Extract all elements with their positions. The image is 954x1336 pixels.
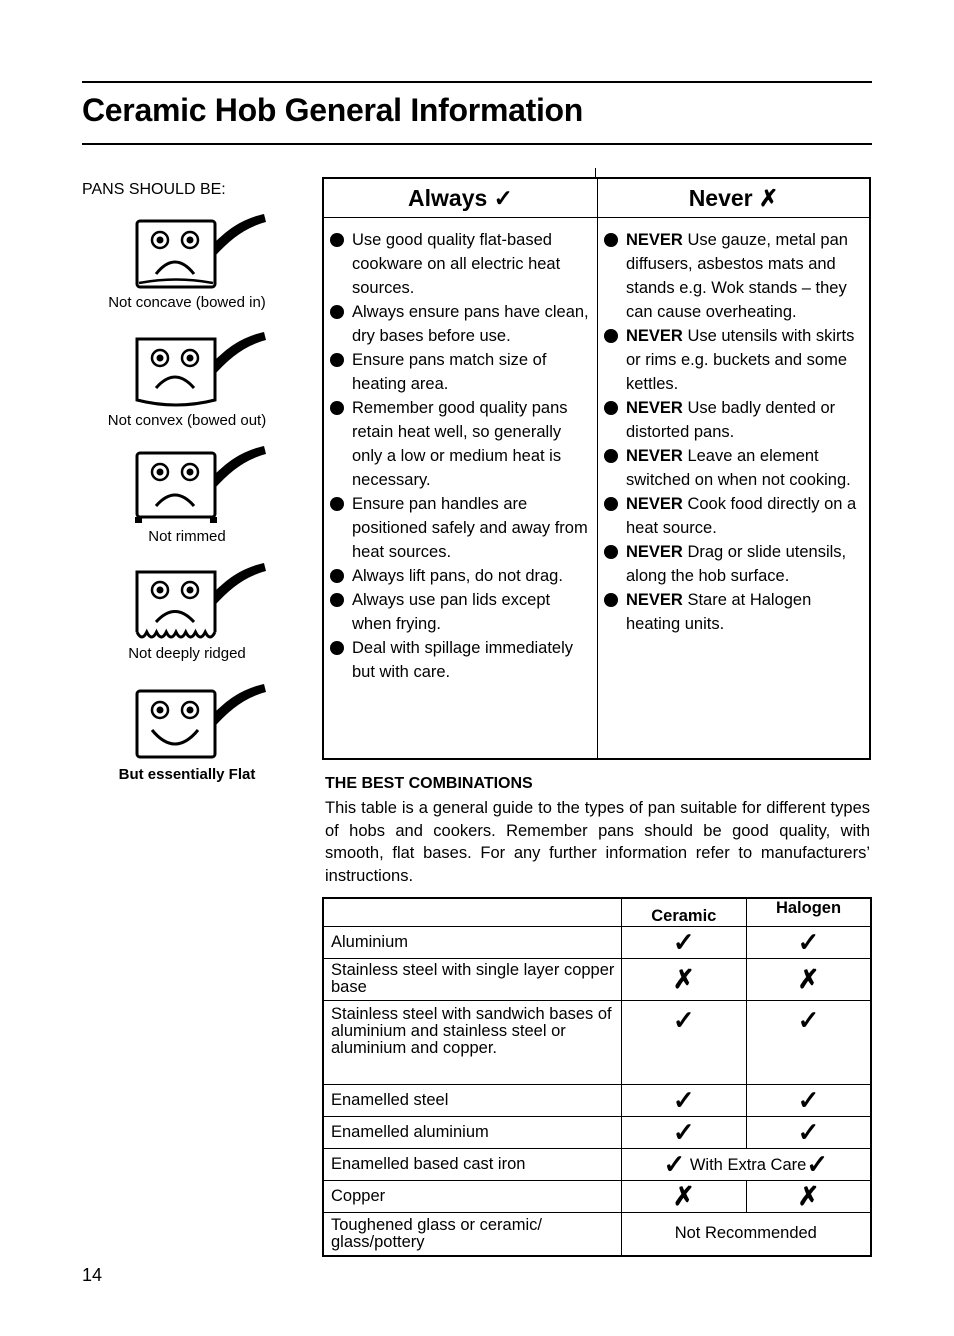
extra-care-text: With Extra Care (689, 1155, 807, 1174)
table-row (323, 1148, 871, 1180)
pan-caption: Not rimmed (148, 528, 226, 545)
pan-caption: Not concave (bowed in) (108, 294, 266, 311)
row-label: Enamelled based cast iron (323, 1148, 621, 1180)
header-ceramic: Ceramic (621, 898, 746, 926)
flat-pan-icon (134, 680, 269, 762)
list-item: NEVER Use gauze, metal pan diffusers, asbestos mats and stands e.g. Wok stands – they can cause overheating. (604, 228, 863, 324)
list-item: Remember good quality pans retain heat well, so generally only a low or medium heat is necessary. (330, 396, 591, 492)
bullet-icon (330, 401, 344, 415)
ceramic-value: ✗ (621, 1180, 746, 1212)
bullet-icon (330, 353, 344, 367)
halogen-value: ✗ (747, 958, 871, 1000)
ceramic-value: ✗ (621, 958, 746, 1000)
pan-caption: Not deeply ridged (128, 645, 246, 662)
row-label: Toughened glass or ceramic/ glass/pottery (323, 1212, 621, 1256)
page-title: Ceramic Hob General Information (82, 92, 584, 128)
halogen-value: ✓ (747, 1000, 871, 1084)
table-row (323, 1000, 871, 1084)
list-item: Ensure pan handles are positioned safely and away from heat sources. (330, 492, 591, 564)
never-heading: Never ✗ (598, 179, 869, 218)
bullet-icon (604, 449, 618, 463)
bullet-icon (604, 545, 618, 559)
rimmed-pan-icon (134, 444, 269, 526)
convex-pan-icon (134, 328, 269, 410)
table-row (323, 1116, 871, 1148)
ceramic-value: ✓ (621, 1000, 746, 1084)
ceramic-value: ✓ (621, 926, 746, 958)
pan-caption: But essentially Flat (118, 766, 256, 783)
concave-pan-icon (134, 210, 269, 292)
tick-icon: ✓ (663, 1148, 686, 1179)
ridged-pan-icon (134, 561, 269, 643)
extra-care-cell (621, 1148, 871, 1180)
table-row (323, 1084, 871, 1116)
bullet-icon (604, 329, 618, 343)
title-rule (82, 143, 872, 145)
bullet-icon (604, 497, 618, 511)
list-item: NEVER Stare at Halogen heating units. (604, 588, 863, 636)
table-row (323, 1180, 871, 1212)
table-row (323, 958, 871, 1000)
bullet-icon (330, 305, 344, 319)
list-item: Deal with spillage immediately but with care. (330, 636, 591, 684)
bullet-icon (604, 593, 618, 607)
table-row (323, 1212, 871, 1256)
always-list (324, 218, 597, 684)
list-item: Use good quality flat-based cookware on all electric heat sources. (330, 228, 591, 300)
page-number: 14 (82, 1265, 103, 1285)
never-column (598, 179, 869, 758)
row-label: Stainless steel with sandwich bases of aluminium and stainless steel or aluminium and copper. (323, 1000, 621, 1084)
tick-icon: ✓ (806, 1148, 829, 1179)
ceramic-value: ✓ (621, 1084, 746, 1116)
not-recommended-cell: Not Recommended (621, 1212, 871, 1256)
bullet-icon (330, 233, 344, 247)
list-item: NEVER Leave an element switched on when not cooking. (604, 444, 863, 492)
list-item: NEVER Use badly dented or distorted pans. (604, 396, 863, 444)
list-item: Always use pan lids except when frying. (330, 588, 591, 636)
never-list (598, 218, 869, 636)
halogen-value: ✗ (747, 1180, 871, 1212)
always-column (324, 179, 598, 758)
table-header-row (323, 898, 871, 926)
row-label: Copper (323, 1180, 621, 1212)
top-rule (82, 81, 872, 83)
pan-caption: Not convex (bowed out) (107, 412, 267, 429)
halogen-value: ✓ (747, 1116, 871, 1148)
list-item: NEVER Drag or slide utensils, along the hob surface. (604, 540, 863, 588)
bullet-icon (604, 401, 618, 415)
header-cell (323, 898, 621, 926)
bullet-icon (330, 641, 344, 655)
pan-compatibility-table (322, 897, 872, 1257)
list-item: Always ensure pans have clean, dry bases before use. (330, 300, 591, 348)
always-heading: Always ✓ (324, 179, 597, 218)
ceramic-value: ✓ (621, 1116, 746, 1148)
row-label: Enamelled aluminium (323, 1116, 621, 1148)
halogen-value: ✓ (747, 926, 871, 958)
bullet-icon (604, 233, 618, 247)
list-item: NEVER Use utensils with skirts or rims e.g. buckets and some kettles. (604, 324, 863, 396)
halogen-value: ✓ (747, 1084, 871, 1116)
header-halogen: Halogen (747, 898, 871, 926)
best-combinations-description: This table is a general guide to the types of pan suitable for different types of hobs and cookers. Remember pans should be good quality, with smooth, flat bases. For any further information refer to manufacturers’ instructions. (325, 799, 870, 885)
row-label: Aluminium (323, 926, 621, 958)
pans-heading: PANS SHOULD BE: (82, 181, 226, 198)
bullet-icon (330, 593, 344, 607)
list-item: Ensure pans match size of heating area. (330, 348, 591, 396)
always-never-table (322, 177, 871, 760)
bullet-icon (330, 497, 344, 511)
row-label: Enamelled steel (323, 1084, 621, 1116)
list-item: NEVER Cook food directly on a heat source. (604, 492, 863, 540)
row-label: Stainless steel with single layer copper base (323, 958, 621, 1000)
bullet-icon (330, 569, 344, 583)
list-item: Always lift pans, do not drag. (330, 564, 591, 588)
best-combinations-heading: THE BEST COMBINATIONS (325, 775, 533, 792)
table-row (323, 926, 871, 958)
